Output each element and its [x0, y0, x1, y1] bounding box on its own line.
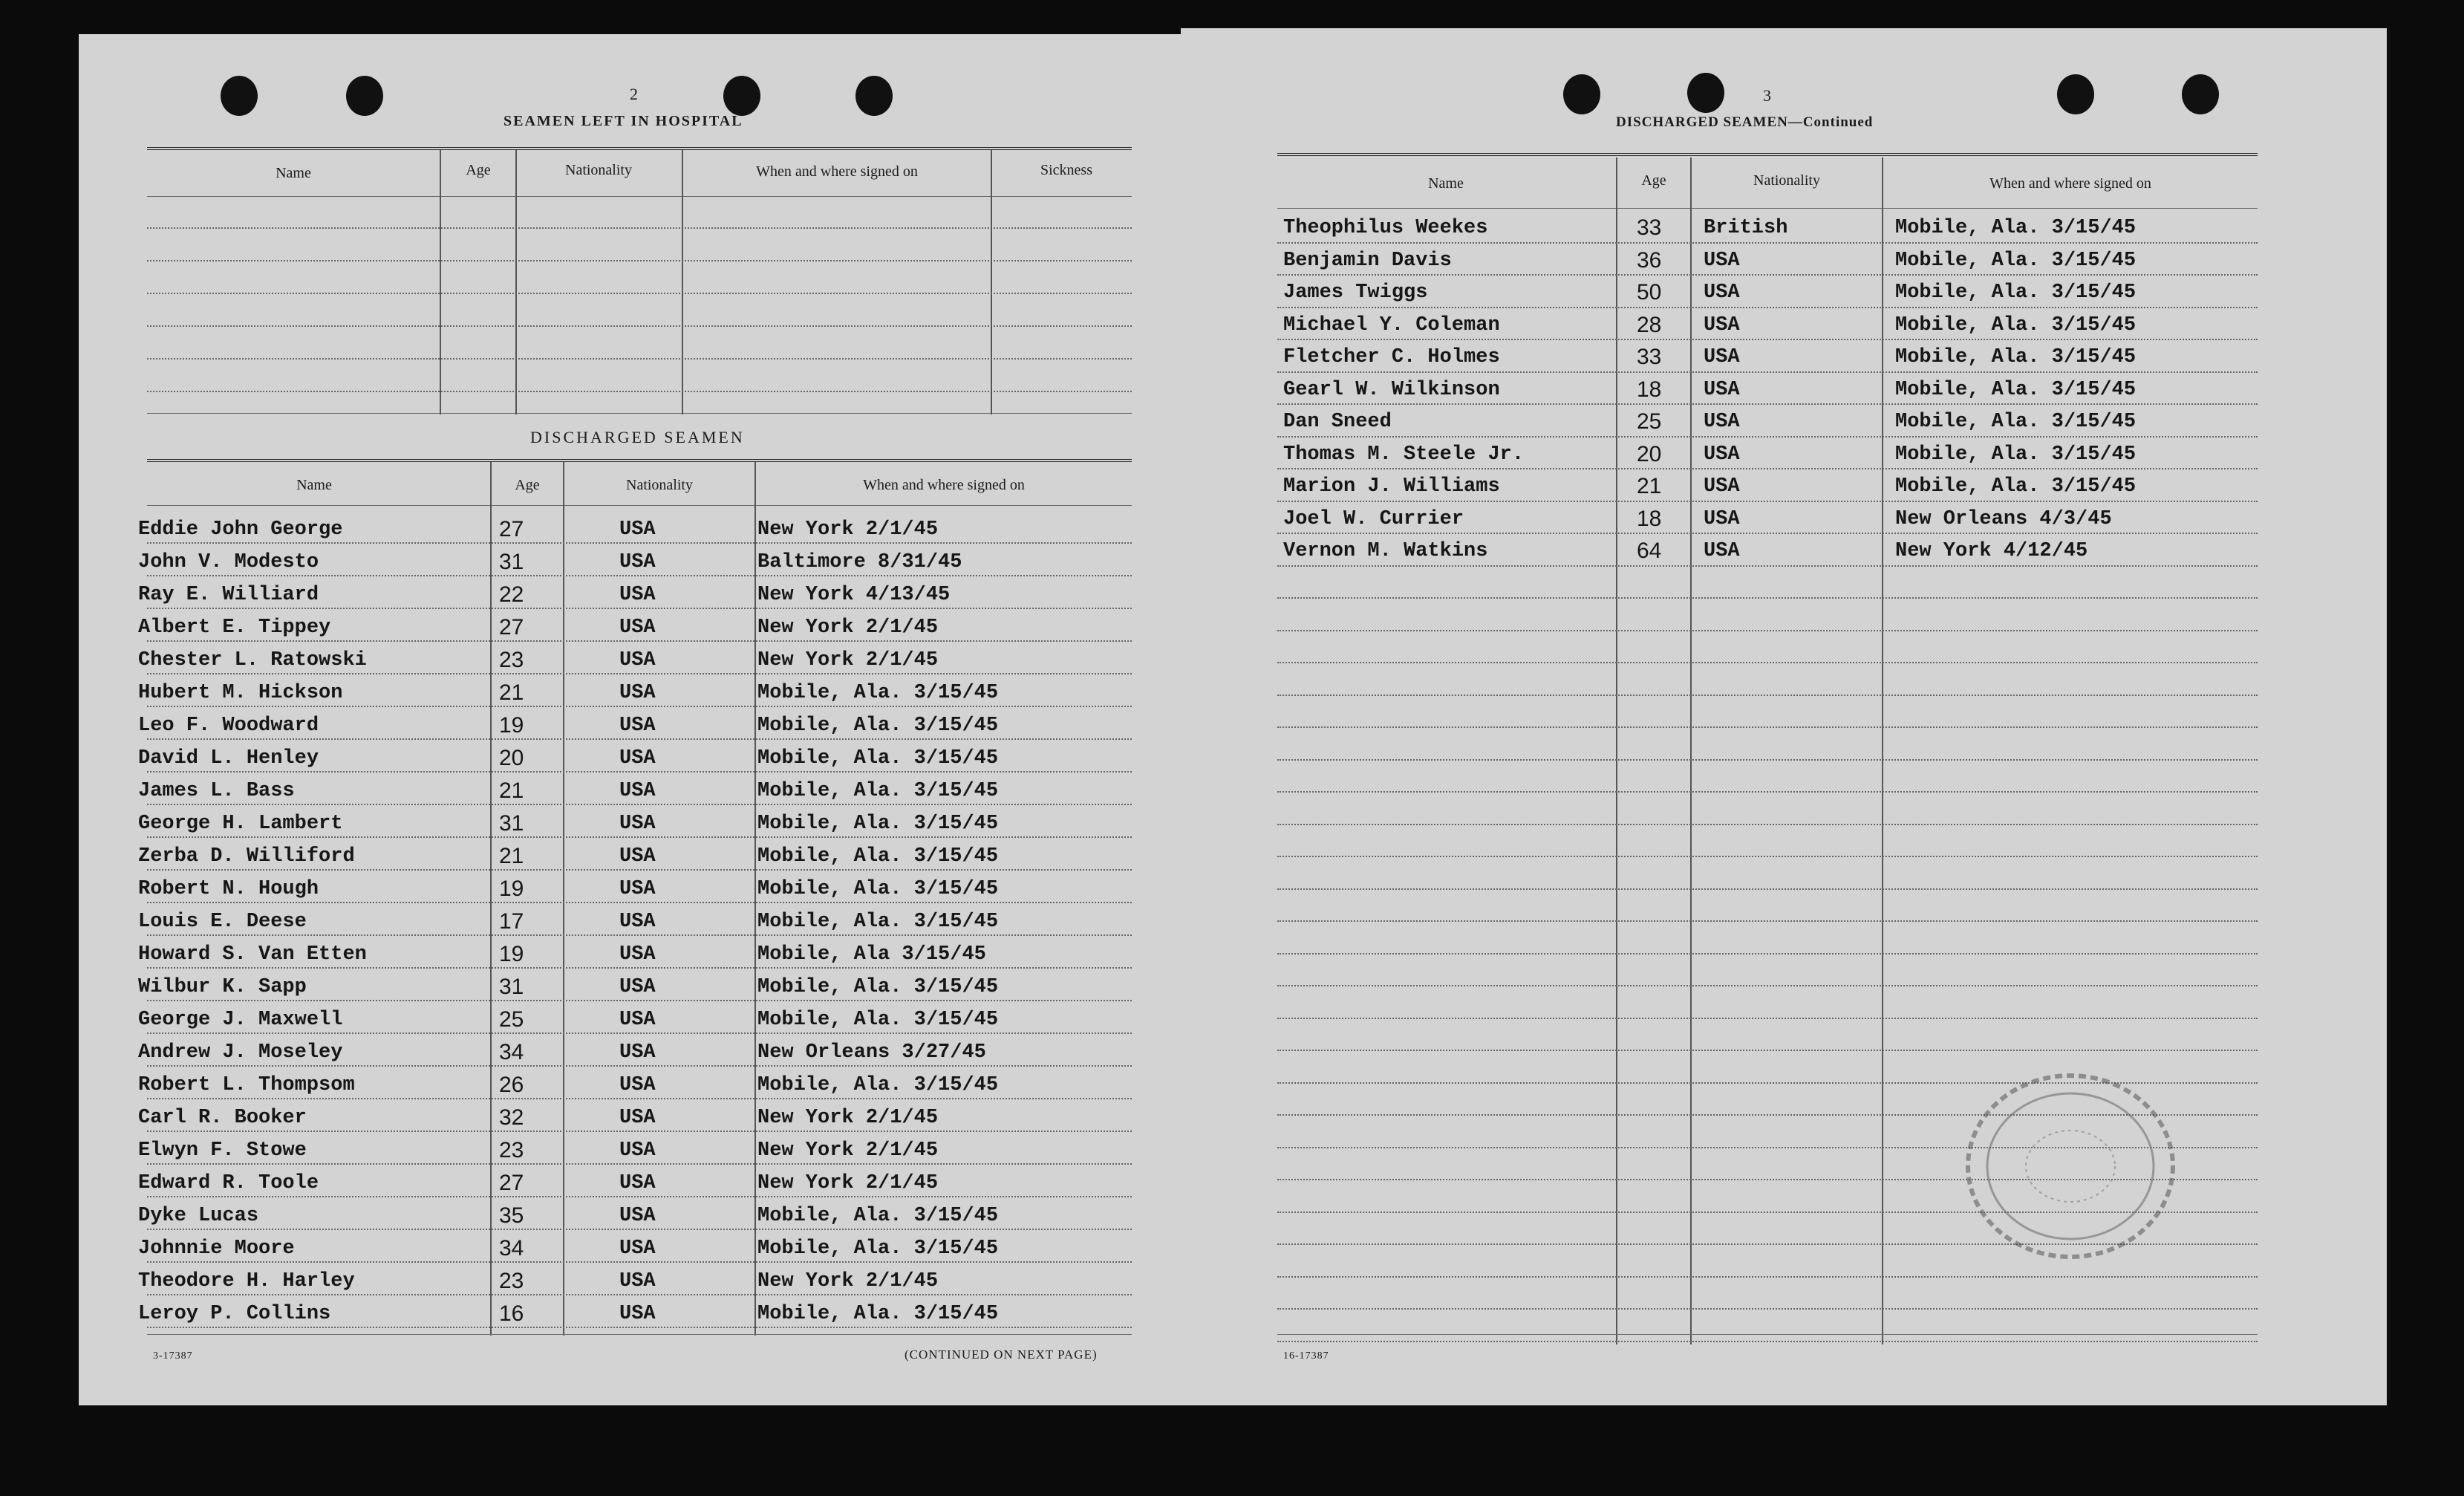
blank-row-line [147, 227, 1132, 229]
discharged-col-age: Age [515, 477, 540, 493]
row-line [147, 1294, 1132, 1295]
seaman-age: 36 [1637, 247, 1662, 273]
seaman-age: 33 [1637, 215, 1662, 240]
right-col-name: Name [1428, 175, 1464, 192]
seaman-signed-on: Mobile, Ala. 3/15/45 [1895, 475, 2137, 498]
seaman-nationality: USA [1704, 282, 1740, 304]
column-divider [754, 462, 756, 1336]
row-line [1277, 726, 2258, 728]
seaman-nationality: USA [619, 911, 656, 933]
seaman-nationality: USA [619, 780, 656, 802]
seaman-signed-on: New York 2/1/45 [757, 1172, 939, 1194]
row-line [1277, 1018, 2258, 1019]
column-divider [1690, 157, 1692, 1344]
seaman-signed-on: Mobile, Ala. 3/15/45 [757, 715, 999, 737]
seaman-age: 27 [499, 517, 524, 542]
seaman-age: 34 [499, 1236, 524, 1261]
row-line [147, 706, 1132, 707]
hospital-col-sickness: Sickness [1040, 162, 1092, 178]
seaman-age: 21 [499, 680, 524, 705]
hospital-section-title: SEAMEN LEFT IN HOSPITAL [503, 113, 743, 129]
seaman-name: Wilbur K. Sapp [138, 976, 307, 998]
seaman-signed-on: Mobile, Ala. 3/15/45 [757, 1303, 999, 1325]
seaman-age: 21 [499, 844, 524, 868]
seaman-nationality: USA [1704, 475, 1740, 498]
seaman-signed-on: Mobile, Ala. 3/15/45 [757, 747, 999, 770]
seaman-nationality: USA [1704, 443, 1740, 466]
row-line [1277, 920, 2258, 922]
seaman-signed-on: Mobile, Ala. 3/15/45 [757, 845, 999, 868]
discharged-col-signed-on: When and where signed on [863, 477, 1025, 493]
seaman-nationality: USA [619, 1303, 656, 1325]
seaman-age: 21 [1637, 474, 1662, 498]
seaman-nationality: USA [619, 518, 656, 541]
seaman-name: Vernon M. Watkins [1283, 540, 1488, 562]
seaman-name: Joel W. Currier [1283, 507, 1464, 530]
header-rule [147, 505, 1132, 506]
seaman-name: Edward R. Toole [138, 1172, 319, 1194]
seaman-name: Marion J. Williams [1283, 475, 1500, 498]
seaman-name: Hubert M. Hickson [138, 682, 343, 704]
seaman-age: 23 [499, 1269, 524, 1293]
continued-note: (CONTINUED ON NEXT PAGE) [905, 1347, 1098, 1362]
seaman-signed-on: New York 4/12/45 [1895, 540, 2088, 562]
seaman-age: 35 [499, 1203, 524, 1228]
row-line [147, 804, 1132, 805]
seaman-nationality: USA [619, 1139, 656, 1162]
seaman-name: Elwyn F. Stowe [138, 1139, 307, 1162]
row-line [1277, 242, 2258, 244]
seaman-age: 31 [499, 975, 524, 999]
seaman-signed-on: New York 2/1/45 [757, 617, 939, 639]
seaman-name: George H. Lambert [138, 813, 343, 835]
discharged-col-name: Name [296, 477, 332, 493]
seaman-age: 25 [499, 1007, 524, 1032]
seaman-signed-on: Mobile, Ala. 3/15/45 [757, 1238, 999, 1260]
seaman-signed-on: New Orleans 3/27/45 [757, 1041, 986, 1064]
seaman-nationality: USA [619, 1009, 656, 1031]
row-line [147, 673, 1132, 674]
seaman-name: Howard S. Van Etten [138, 943, 367, 966]
seaman-age: 25 [1637, 409, 1662, 434]
column-divider [682, 150, 683, 414]
row-line [147, 1163, 1132, 1165]
punch-hole [2182, 74, 2219, 114]
seaman-age: 20 [499, 746, 524, 770]
seaman-name: Theophilus Weekes [1283, 217, 1488, 239]
row-line [147, 542, 1132, 544]
seaman-age: 31 [499, 811, 524, 836]
right-col-signed-on: When and where signed on [1989, 175, 2151, 192]
seaman-signed-on: New York 2/1/45 [757, 518, 939, 541]
row-line [147, 836, 1132, 838]
seaman-age: 19 [499, 942, 524, 966]
blank-row-line [147, 293, 1132, 294]
page-number-right: 3 [1763, 86, 1771, 105]
punch-hole [221, 76, 258, 116]
row-line [1277, 856, 2258, 857]
seaman-signed-on: Mobile, Ala. 3/15/45 [757, 1205, 999, 1227]
column-divider [440, 150, 441, 414]
row-line [1277, 1308, 2258, 1310]
seaman-nationality: USA [1704, 507, 1740, 530]
seaman-nationality: USA [619, 878, 656, 900]
seaman-signed-on: Mobile, Ala. 3/15/45 [1895, 378, 2137, 401]
seaman-name: David L. Henley [138, 747, 319, 770]
seaman-name: Gearl W. Wilkinson [1283, 378, 1500, 401]
seaman-name: James L. Bass [138, 780, 295, 802]
seaman-age: 19 [499, 713, 524, 738]
page-number-left: 2 [630, 85, 638, 103]
row-line [1277, 501, 2258, 502]
seaman-name: Michael Y. Coleman [1283, 313, 1500, 336]
seaman-age: 23 [499, 648, 524, 672]
row-line [1277, 565, 2258, 567]
row-line [1277, 403, 2258, 405]
row-line [1277, 1276, 2258, 1278]
row-line [1277, 1341, 2258, 1342]
row-line [1277, 953, 2258, 954]
seaman-nationality: USA [619, 617, 656, 639]
discharged-col-nationality: Nationality [626, 477, 693, 493]
seaman-age: 16 [499, 1301, 524, 1326]
column-divider [1616, 157, 1617, 1344]
seaman-age: 34 [499, 1040, 524, 1064]
hospital-col-nationality: Nationality [565, 162, 632, 178]
seaman-name: Louis E. Deese [138, 911, 307, 933]
seaman-name: Carl R. Booker [138, 1107, 307, 1129]
seaman-name: Dan Sneed [1283, 411, 1392, 433]
rule [147, 459, 1132, 462]
seaman-nationality: USA [619, 1270, 656, 1292]
circular-ink-stamp [1959, 1070, 2182, 1263]
row-line [147, 1327, 1132, 1328]
seaman-signed-on: Mobile, Ala. 3/15/45 [1895, 346, 2137, 368]
row-line [147, 771, 1132, 773]
row-line [1277, 791, 2258, 793]
seaman-name: George J. Maxwell [138, 1009, 343, 1031]
seaman-name: Andrew J. Moseley [138, 1041, 343, 1064]
seaman-age: 27 [499, 1171, 524, 1195]
seaman-name: Zerba D. Williford [138, 845, 355, 868]
seaman-nationality: USA [1704, 540, 1740, 562]
seaman-signed-on: Mobile, Ala. 3/15/45 [757, 1009, 999, 1031]
seaman-nationality: USA [619, 1172, 656, 1194]
seaman-age: 23 [499, 1138, 524, 1162]
seaman-signed-on: Mobile, Ala. 3/15/45 [1895, 411, 2137, 433]
column-divider [490, 462, 492, 1336]
table-bottom-rule [147, 413, 1132, 414]
seaman-nationality: USA [619, 943, 656, 966]
punch-hole [1687, 73, 1724, 113]
row-line [147, 608, 1132, 609]
seaman-age: 22 [499, 582, 524, 607]
seaman-name: Dyke Lucas [138, 1205, 259, 1227]
seaman-signed-on: New Orleans 4/3/45 [1895, 507, 2112, 530]
right-col-age: Age [1641, 172, 1666, 189]
seaman-nationality: USA [619, 584, 656, 606]
seaman-signed-on: New York 2/1/45 [757, 1107, 939, 1129]
rule [1277, 153, 2258, 156]
seaman-nationality: USA [619, 1107, 656, 1129]
seaman-age: 21 [499, 778, 524, 803]
seaman-nationality: USA [1704, 411, 1740, 433]
seaman-signed-on: New York 4/13/45 [757, 584, 951, 606]
rule [147, 147, 1132, 150]
row-line [1277, 468, 2258, 469]
hospital-col-name: Name [276, 165, 311, 181]
column-divider [515, 150, 517, 414]
seaman-signed-on: Mobile, Ala. 3/15/45 [757, 1074, 999, 1096]
row-line [147, 1229, 1132, 1230]
seaman-name: Leo F. Woodward [138, 715, 319, 737]
seaman-name: Benjamin Davis [1283, 249, 1452, 272]
punch-hole [1563, 74, 1600, 114]
seaman-signed-on: Mobile, Ala 3/15/45 [757, 943, 986, 966]
row-line [1277, 824, 2258, 825]
table-bottom-rule [147, 1334, 1132, 1335]
seaman-signed-on: Mobile, Ala. 3/15/45 [1895, 282, 2137, 304]
seaman-name: Leroy P. Collins [138, 1303, 331, 1325]
seaman-signed-on: Mobile, Ala. 3/15/45 [757, 976, 999, 998]
form-number-left: 3-17387 [153, 1350, 193, 1362]
row-line [1277, 759, 2258, 761]
seaman-name: Johnnie Moore [138, 1238, 295, 1260]
seaman-nationality: USA [619, 1205, 656, 1227]
seaman-nationality: USA [1704, 346, 1740, 368]
seaman-nationality: USA [1704, 249, 1740, 272]
row-line [147, 1261, 1132, 1263]
row-line [1277, 695, 2258, 696]
seaman-signed-on: Mobile, Ala. 3/15/45 [757, 813, 999, 835]
punch-hole [855, 76, 893, 116]
row-line [147, 902, 1132, 903]
seaman-age: 33 [1637, 345, 1662, 369]
seaman-signed-on: Mobile, Ala. 3/15/45 [1895, 217, 2137, 239]
row-line [147, 934, 1132, 936]
seaman-age: 32 [499, 1105, 524, 1130]
seaman-age: 19 [499, 877, 524, 901]
seaman-signed-on: Mobile, Ala. 3/15/45 [757, 911, 999, 933]
header-rule [1277, 208, 2258, 209]
row-line [1277, 339, 2258, 340]
seaman-signed-on: New York 2/1/45 [757, 1270, 939, 1292]
row-line [1277, 274, 2258, 276]
punch-hole [2057, 74, 2094, 114]
row-line [1277, 436, 2258, 438]
row-line [147, 738, 1132, 740]
right-col-nationality: Nationality [1753, 172, 1820, 189]
seaman-name: Albert E. Tippey [138, 617, 331, 639]
seaman-name: Chester L. Ratowski [138, 649, 367, 671]
seaman-signed-on: New York 2/1/45 [757, 1139, 939, 1162]
row-line [147, 869, 1132, 871]
seaman-age: 17 [499, 909, 524, 934]
blank-row-line [147, 358, 1132, 360]
row-line [1277, 1050, 2258, 1051]
row-line [1277, 630, 2258, 631]
row-line [147, 1098, 1132, 1099]
seaman-nationality: USA [619, 682, 656, 704]
hospital-col-signed-on: When and where signed on [756, 163, 918, 180]
seaman-signed-on: Mobile, Ala. 3/15/45 [757, 878, 999, 900]
seaman-name: Robert N. Hough [138, 878, 319, 900]
seaman-age: 26 [499, 1073, 524, 1097]
seaman-name: John V. Modesto [138, 551, 319, 573]
seaman-signed-on: Mobile, Ala. 3/15/45 [757, 780, 999, 802]
table-bottom-rule [1277, 1334, 2258, 1335]
row-line [147, 1131, 1132, 1132]
seaman-name: Thomas M. Steele Jr. [1283, 443, 1525, 466]
seaman-nationality: USA [619, 1238, 656, 1260]
row-line [147, 967, 1132, 969]
row-line [1277, 533, 2258, 534]
punch-hole [346, 76, 383, 116]
seaman-name: Ray E. Williard [138, 584, 319, 606]
form-number-right: 16-17387 [1283, 1350, 1329, 1362]
seaman-signed-on: Mobile, Ala. 3/15/45 [757, 682, 999, 704]
row-line [1277, 662, 2258, 663]
seaman-signed-on: Baltimore 8/31/45 [757, 551, 962, 573]
seaman-nationality: USA [1704, 313, 1740, 336]
seaman-nationality: British [1704, 217, 1788, 239]
seaman-age: 18 [1637, 377, 1662, 402]
discharged-section-title: DISCHARGED SEAMEN [530, 428, 745, 446]
seaman-age: 28 [1637, 312, 1662, 337]
row-line [147, 1032, 1132, 1034]
row-line [1277, 307, 2258, 308]
column-divider [563, 462, 564, 1336]
header-rule [147, 196, 1132, 197]
seaman-age: 50 [1637, 280, 1662, 305]
seaman-nationality: USA [619, 747, 656, 770]
seaman-name: James Twiggs [1283, 282, 1428, 304]
row-line [147, 1196, 1132, 1197]
seaman-nationality: USA [619, 976, 656, 998]
seaman-nationality: USA [619, 1041, 656, 1064]
hospital-col-age: Age [466, 162, 491, 178]
seaman-age: 18 [1637, 506, 1662, 531]
right-page-title: DISCHARGED SEAMEN—Continued [1616, 114, 1874, 130]
seaman-nationality: USA [619, 551, 656, 573]
seaman-signed-on: Mobile, Ala. 3/15/45 [1895, 313, 2137, 336]
row-line [147, 640, 1132, 642]
seaman-nationality: USA [619, 1074, 656, 1096]
punch-hole [723, 76, 760, 116]
seaman-nationality: USA [619, 649, 656, 671]
seaman-nationality: USA [619, 813, 656, 835]
seaman-nationality: USA [619, 715, 656, 737]
seaman-name: Fletcher C. Holmes [1283, 346, 1500, 368]
blank-row-line [147, 391, 1132, 392]
seaman-name: Robert L. Thompsom [138, 1074, 355, 1096]
row-line [1277, 371, 2258, 373]
seaman-nationality: USA [1704, 378, 1740, 401]
column-divider [991, 150, 992, 414]
seaman-signed-on: New York 2/1/45 [757, 649, 939, 671]
blank-row-line [147, 260, 1132, 261]
seaman-name: Eddie John George [138, 518, 343, 541]
row-line [1277, 985, 2258, 986]
seaman-age: 27 [499, 615, 524, 640]
seaman-signed-on: Mobile, Ala. 3/15/45 [1895, 249, 2137, 272]
row-line [1277, 597, 2258, 599]
row-line [1277, 888, 2258, 890]
seaman-age: 64 [1637, 539, 1662, 563]
seaman-signed-on: Mobile, Ala. 3/15/45 [1895, 443, 2137, 466]
seaman-age: 20 [1637, 441, 1662, 466]
row-line [147, 575, 1132, 576]
column-divider [1882, 157, 1883, 1344]
seaman-age: 31 [499, 550, 524, 574]
row-line [147, 1000, 1132, 1001]
blank-row-line [147, 325, 1132, 327]
seaman-name: Theodore H. Harley [138, 1270, 355, 1292]
row-line [147, 1065, 1132, 1067]
seaman-nationality: USA [619, 845, 656, 868]
